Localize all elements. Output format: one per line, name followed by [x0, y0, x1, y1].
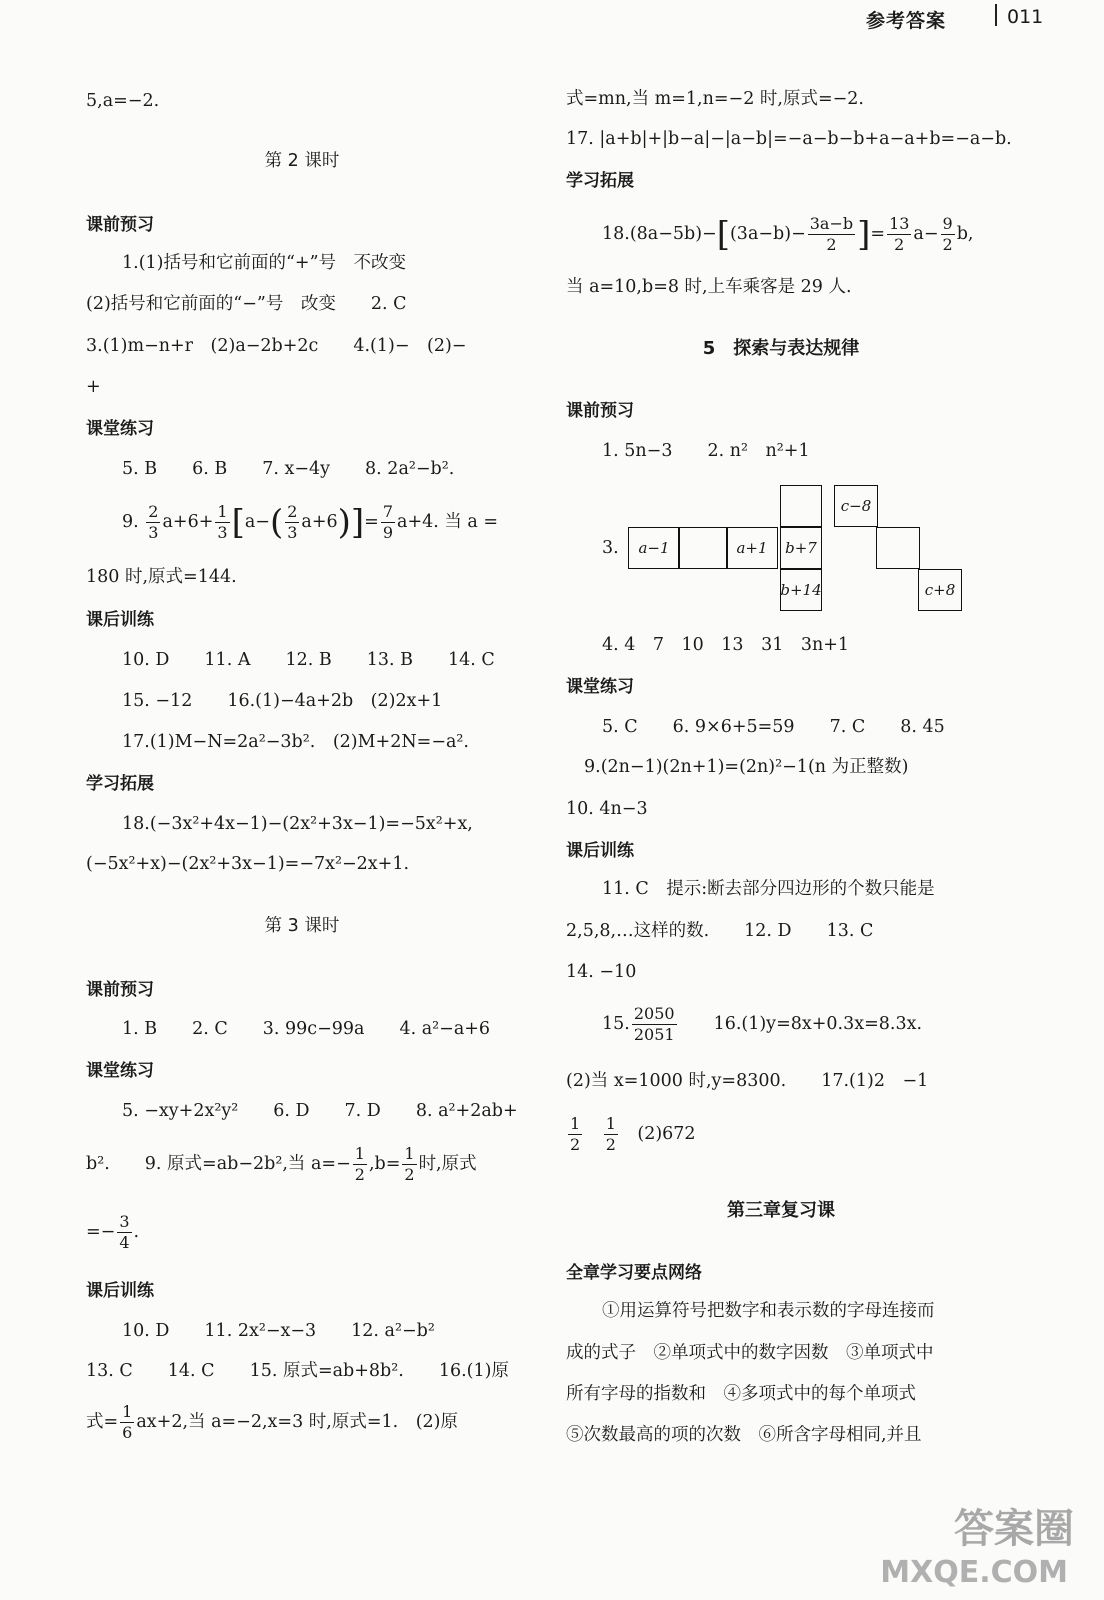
answer-line: 当 a=10,b=8 时,上车乘客是 29 人.	[566, 277, 852, 297]
section-heading: 学习拓展	[86, 774, 154, 794]
section-heading: 课前预习	[86, 215, 154, 235]
question-number: 9.	[122, 512, 139, 532]
fraction: $\frac{1}{3}$	[217, 502, 228, 542]
answer-line: 11. C 提示:断去部分四边形的个数只能是	[602, 879, 935, 899]
section-heading: 全章学习要点网络	[566, 1263, 702, 1283]
watermark-domain: MXQE.COM	[880, 1555, 1068, 1590]
fraction: $\frac{2}{3}$	[148, 502, 159, 542]
answer-line: 5. C 6. 9×6+5=59 7. C 8. 45	[602, 717, 945, 737]
answer-line: 5. B 6. B 7. x−4y 8. 2a²−b².	[122, 459, 455, 479]
header-divider	[995, 4, 997, 26]
answer-line: 180 时,原式=144.	[86, 567, 237, 587]
answer-line-fraction	[566, 1112, 696, 1156]
answer-line: (−5x²+x)−(2x²+3x−1)=−7x²−2x+1.	[86, 854, 410, 874]
lesson-heading: 第 3 课时	[264, 916, 340, 936]
answer-line: 17. |a+b|+|b−a|−|a−b|=−a−b−b+a−a+b=−a−b.	[566, 129, 1012, 149]
answer-line: 5. −xy+2x²y² 6. D 7. D 8. a²+2ab+	[122, 1101, 518, 1121]
fraction: $\frac{13}{2}$	[889, 214, 910, 254]
answer-line: 18.(−3x²+4x−1)−(2x²+3x−1)=−5x²+x,	[122, 814, 473, 834]
fraction: $\frac{3a-b}{2}$	[809, 214, 854, 254]
section-heading: 课前预习	[566, 401, 634, 421]
answer-line: 10. D 11. 2x²−x−3 12. a²−b²	[122, 1321, 435, 1341]
answer-line: 所有字母的指数和 ④多项式中的每个单项式	[566, 1384, 916, 1404]
answer-line: 17.(1)M−N=2a²−3b². (2)M+2N=−a².	[122, 732, 469, 752]
section-heading: 课后训练	[566, 841, 634, 861]
answer-line: ①用运算符号把数字和表示数的字母连接而	[602, 1301, 935, 1321]
fraction: $\frac{9}{2}$	[942, 214, 953, 254]
answer-line: 式=mn,当 m=1,n=−2 时,原式=−2.	[566, 89, 864, 109]
fraction: $\frac{1}{2}$	[404, 1144, 415, 1184]
answer-line: 15. −12 16.(1)−4a+2b (2)2x+1	[122, 691, 443, 711]
answer-text: 时,原式	[418, 1154, 477, 1174]
grid-cell: c+8	[918, 569, 962, 611]
question-number: 15.	[602, 1014, 630, 1034]
section-title: 第三章复习课	[727, 1200, 835, 1221]
fraction: $\frac{7}{9}$	[382, 502, 394, 542]
page-number: 011	[1007, 6, 1044, 28]
section-heading: 课后训练	[86, 610, 154, 630]
grid-cell: c−8	[834, 485, 878, 527]
answer-line: (2)当 x=1000 时,y=8300. 17.(1)2 −1	[566, 1071, 929, 1091]
answer-text: =−	[86, 1222, 116, 1242]
answer-line: 1. B 2. C 3. 99c−99a 4. a²−a+6	[122, 1019, 491, 1039]
grid-cell: a−1	[628, 527, 680, 569]
answer-line: 9.(2n−1)(2n+1)=(2n)²−1(n 为正整数)	[584, 757, 909, 777]
answer-line: 1.(1)括号和它前面的“+”号 不改变	[122, 253, 407, 273]
section-heading: 课前预习	[86, 980, 154, 1000]
lesson-heading: 第 2 课时	[264, 151, 340, 171]
section-heading: 课后训练	[86, 1281, 154, 1301]
answer-text: (2)672	[637, 1124, 696, 1144]
answer-line-fraction: =− $\frac{3}{4}$ .	[86, 1212, 140, 1252]
fraction: $\frac{1}{2}$	[354, 1144, 365, 1184]
answer-line: 3.(1)m−n+r (2)a−2b+2c 4.(1)− (2)−	[86, 336, 467, 356]
answer-text: b,	[956, 224, 974, 244]
section-heading: 学习拓展	[566, 171, 634, 191]
answer-line: (2)括号和它前面的“−”号 改变 2. C	[86, 294, 407, 314]
grid-cell	[678, 527, 728, 569]
answer-line: 4. 4 7 10 13 31 3n+1	[602, 635, 850, 655]
answer-text: ax+2,当 a=−2,x=3 时,原式=1. (2)原	[136, 1412, 458, 1432]
answer-line: 2,5,8,…这样的数. 12. D 13. C	[566, 921, 874, 941]
section-heading: 课堂练习	[86, 419, 154, 439]
grid-cell: a+1	[726, 527, 778, 569]
answer-line: 10. 4n−3	[566, 799, 648, 819]
answer-text: b². 9. 原式=ab−2b²,当 a=−	[86, 1154, 351, 1174]
answer-line-fraction	[86, 1142, 477, 1186]
answer-line-fraction	[602, 1002, 922, 1046]
header-title: 参考答案	[866, 10, 947, 32]
answer-line-fraction: 18.(8a−5b)−[(3a−b)− $\frac{3a-b}{2}$ ]= $\frac{13}{2}$ a− $\frac{9}{2}$ b,	[602, 214, 974, 255]
fraction: $\frac{3}{4}$	[119, 1212, 130, 1252]
answer-text: 16.(1)y=8x+0.3x=8.3x.	[713, 1014, 923, 1034]
page-header	[0, 0, 1104, 40]
answer-line: 5,a=−2.	[86, 91, 160, 111]
answer-line: 10. D 11. A 12. B 13. B 14. C	[122, 650, 495, 670]
fraction: $\frac{1}{6}$	[122, 1402, 133, 1442]
answer-line-fraction	[86, 1400, 458, 1444]
fraction: $\frac{2050}{2051}$	[633, 1004, 675, 1044]
answer-line: ⑤次数最高的项的次数 ⑥所含字母相同,并且	[566, 1425, 922, 1445]
watermark-logo: 答案圈	[954, 1506, 1074, 1552]
grid-cell: b+7	[780, 527, 822, 569]
grid-cell	[780, 485, 822, 527]
grid-cell	[876, 527, 920, 569]
answer-text: a+4. 当 a =	[397, 512, 499, 532]
fraction: $\frac{1}{2}$	[605, 1114, 616, 1154]
answer-line-fraction: 9. $\frac{2}{3}$ a+6+ $\frac{1}{3}$ [a−( $\frac{2}{3}$ a+6)]= $\frac{7}{9}$ a+4. 当 a =	[122, 502, 499, 543]
section-heading: 课堂练习	[86, 1061, 154, 1081]
answer-line: 1. 5n−3 2. n² n²+1	[602, 441, 810, 461]
answer-text: ,b=	[368, 1154, 401, 1174]
answer-line: 14. −10	[566, 962, 637, 982]
answer-text: 式=	[86, 1412, 119, 1432]
answer-line: 13. C 14. C 15. 原式=ab+8b². 16.(1)原	[86, 1361, 509, 1381]
fraction: $\frac{1}{2}$	[570, 1114, 581, 1154]
section-heading: 课堂练习	[566, 677, 634, 697]
answer-text: 18.(8a−5b)−	[602, 224, 717, 244]
grid-cell: b+14	[780, 569, 822, 611]
fraction: $\frac{2}{3}$	[287, 502, 298, 542]
answer-line: +	[86, 377, 101, 397]
section-title: 5 探索与表达规律	[702, 338, 860, 359]
answer-line: 成的式子 ②单项式中的数字因数 ③单项式中	[566, 1343, 934, 1363]
question-number: 3.	[602, 538, 619, 558]
